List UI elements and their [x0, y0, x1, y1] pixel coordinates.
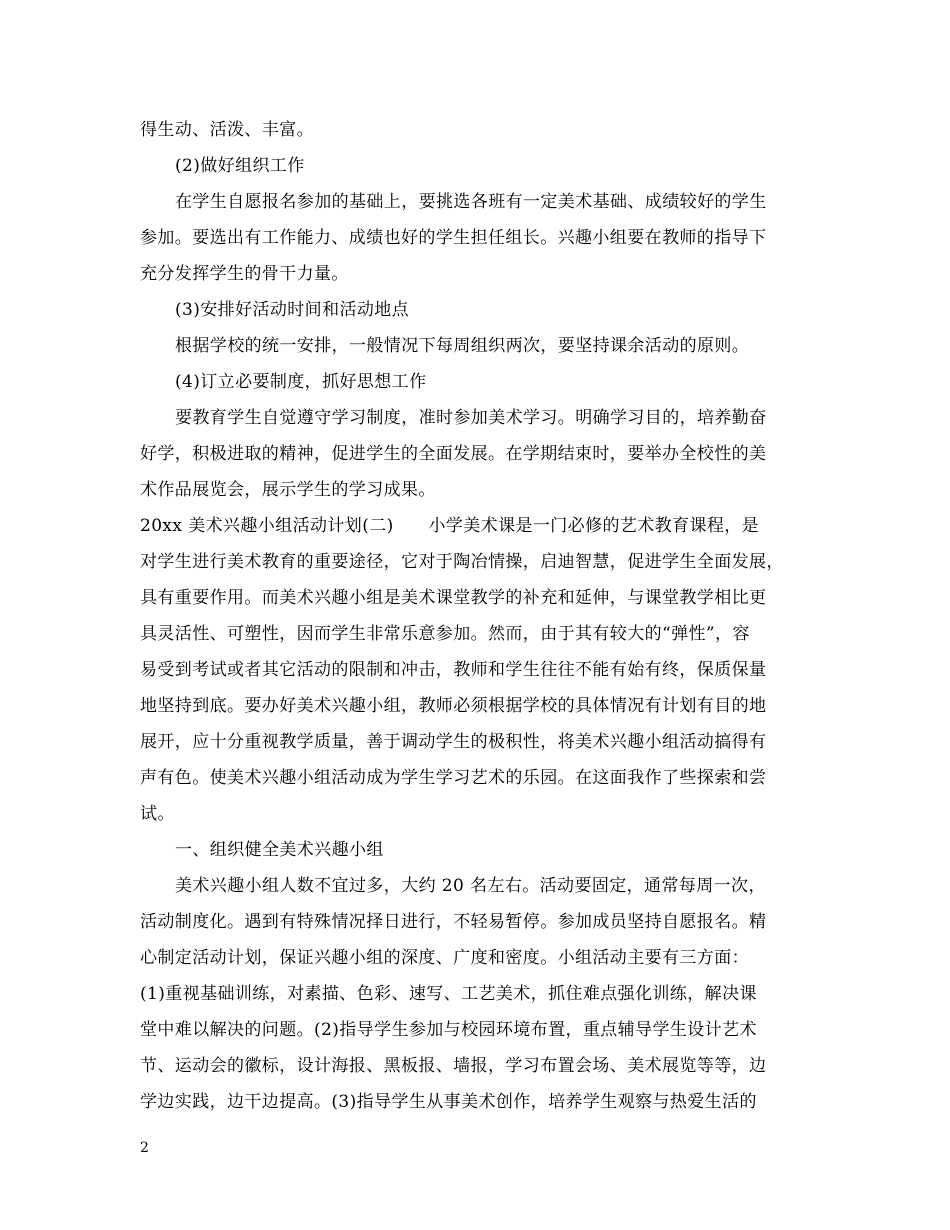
text-line: 充分发挥学生的骨干力量。: [140, 264, 349, 284]
text-line: 地坚持到底。要办好美术兴趣小组，教师必须根据学校的具体情况有计划有目的地: [140, 696, 767, 716]
text-line: 活动制度化。遇到有特殊情况择日进行，不轻易暂停。参加成员坚持自愿报名。精: [140, 912, 767, 932]
text-line: 好学，积极进取的精神，促进学生的全面发展。在学期结束时，要举办全校性的美: [140, 444, 767, 464]
text-line: 对学生进行美术教育的重要途径，它对于陶冶情操，启迪智慧，促进学生全面发展，: [140, 552, 784, 572]
text-line: 美术兴趣小组人数不宜过多，大约 20 名左右。活动要固定，通常每周一次，: [175, 876, 766, 896]
text-line: 具灵活性、可塑性，因而学生非常乐意参加。然而，由于其有较大的“弹性”，容: [140, 624, 750, 644]
text-line: (1)重视基础训练，对素描、色彩、速写、工艺美术，抓住难点强化训练，解决课: [140, 984, 757, 1004]
text-line: 学边实践，边干边提高。(3)指导学生从事美术创作，培养学生观察与热爱生活的: [140, 1092, 757, 1112]
text-line: 声有色。使美术兴趣小组活动成为学生学习艺术的乐园。在这面我作了些探索和尝: [140, 768, 767, 788]
text-line: 堂中难以解决的问题。(2)指导学生参加与校园环境布置，重点辅导学生设计艺术: [140, 1020, 757, 1040]
title-line: 20xx 美术兴趣小组活动计划(二) 小学美术课是一门必修的艺术教育课程，是: [140, 516, 760, 536]
section-heading: (4)订立必要制度，抓好思想工作: [175, 372, 427, 392]
section-heading: (2)做好组织工作: [175, 156, 305, 176]
text-line: 要教育学生自觉遵守学习制度，准时参加美术学习。明确学习目的，培养勤奋: [175, 408, 767, 428]
page-number: 2: [140, 1140, 149, 1156]
text-line: 参加。要选出有工作能力、成绩也好的学生担任组长。兴趣小组要在教师的指导下: [140, 228, 767, 248]
text-line: 根据学校的统一安排，一般情况下每周组织两次，要坚持课余活动的原则。: [175, 336, 750, 356]
text-line: 得生动、活泼、丰富。: [140, 120, 314, 140]
section-heading: 一、组织健全美术兴趣小组: [175, 840, 384, 860]
text-line: 易受到考试或者其它活动的限制和冲击，教师和学生往往不能有始有终，保质保量: [140, 660, 767, 680]
text-line: 心制定活动计划，保证兴趣小组的深度、广度和密度。小组活动主要有三方面：: [140, 948, 749, 968]
text-line: 节、运动会的徽标，设计海报、黑板报、墙报，学习布置会场、美术展览等等，边: [140, 1056, 767, 1076]
text-line: 展开，应十分重视教学质量，善于调动学生的极积性，将美术兴趣小组活动搞得有: [140, 732, 767, 752]
text-line: 在学生自愿报名参加的基础上，要挑选各班有一定美术基础、成绩较好的学生: [175, 192, 767, 212]
text-line: 具有重要作用。而美术兴趣小组是美术课堂教学的补充和延伸，与课堂教学相比更: [140, 588, 767, 608]
text-line: 术作品展览会，展示学生的学习成果。: [140, 480, 436, 500]
text-line: 试。: [140, 804, 175, 824]
section-heading: (3)安排好活动时间和活动地点: [175, 300, 410, 320]
